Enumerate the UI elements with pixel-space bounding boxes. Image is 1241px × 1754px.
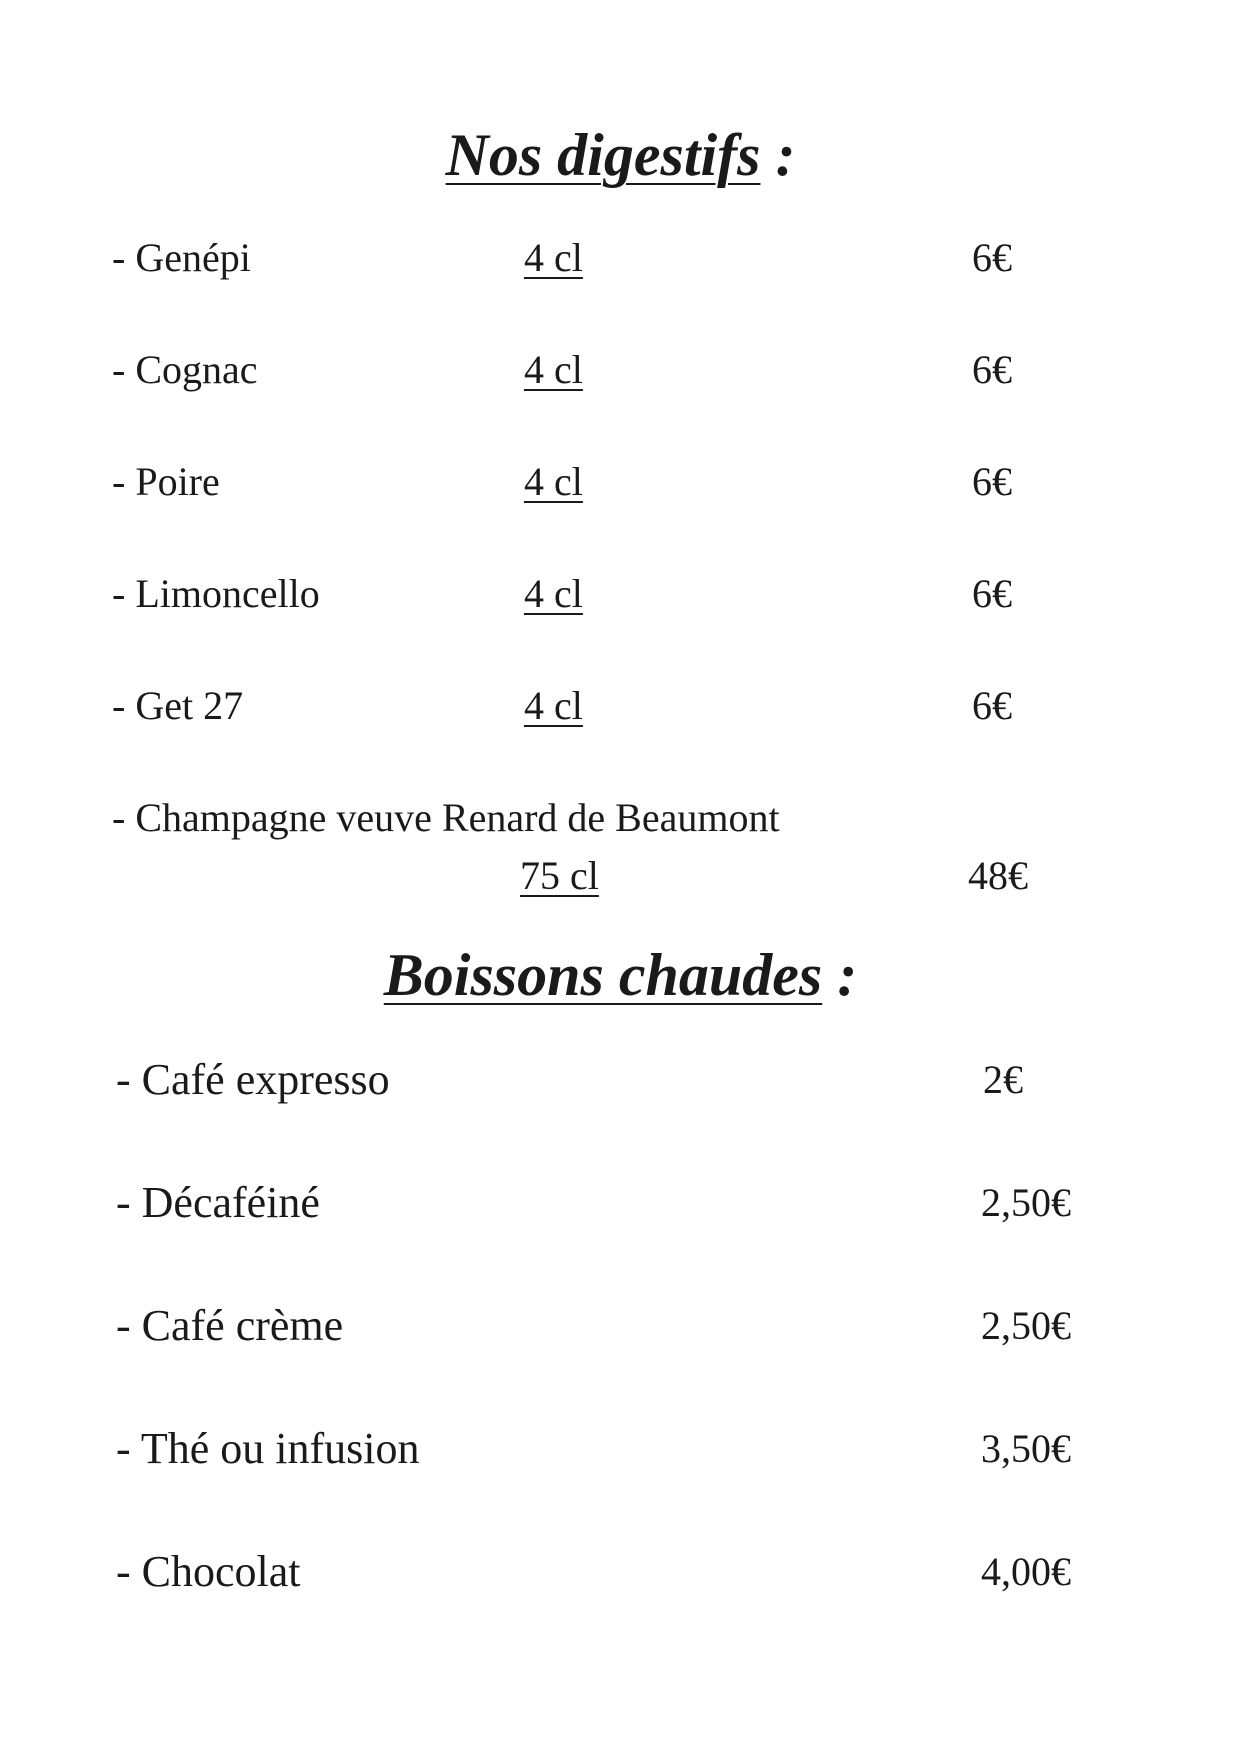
champagne-volume: 75 cl — [520, 853, 599, 898]
digestif-row-limoncello — [0, 566, 1241, 622]
hot-drink-row-decafeine — [0, 1175, 1241, 1231]
digestif-name: - Limoncello — [112, 571, 320, 616]
hot-drink-price: 2€ — [983, 1057, 1023, 1102]
hot-drink-row-cafe-expresso — [0, 1052, 1241, 1108]
hot-drink-row-chocolat — [0, 1544, 1241, 1600]
hot-drink-row-the-infusion — [0, 1421, 1241, 1477]
hot-drink-name: - Café expresso — [116, 1055, 390, 1104]
hot-drink-name: - Café crème — [116, 1301, 344, 1350]
digestifs-title-text: Nos digestifs — [445, 122, 761, 188]
digestif-name: - Genépi — [112, 235, 251, 280]
hot-drink-price: 3,50€ — [981, 1426, 1071, 1471]
digestif-volume: 4 cl — [524, 347, 583, 392]
hot-drink-name: - Thé ou infusion — [116, 1424, 420, 1473]
digestif-row-poire — [0, 454, 1241, 510]
boissons-chaudes-title-colon: : — [837, 942, 858, 1008]
digestif-name: - Poire — [112, 459, 220, 504]
digestif-row-genepi — [0, 230, 1241, 286]
hot-drink-price: 4,00€ — [981, 1549, 1071, 1594]
champagne-price: 48€ — [968, 853, 1028, 898]
hot-drink-price: 2,50€ — [981, 1180, 1071, 1225]
digestif-volume: 4 cl — [524, 459, 583, 504]
digestif-price: 6€ — [972, 571, 1012, 616]
boissons-chaudes-title-text: Boissons chaudes — [383, 942, 823, 1008]
digestif-price: 6€ — [972, 459, 1012, 504]
digestifs-title-colon: : — [775, 122, 796, 188]
hot-drink-row-cafe-creme — [0, 1298, 1241, 1354]
digestif-row-get27 — [0, 678, 1241, 734]
digestif-name: - Cognac — [112, 347, 258, 392]
hot-drink-name: - Chocolat — [116, 1547, 301, 1596]
digestif-volume: 4 cl — [524, 235, 583, 280]
boissons-chaudes-title — [0, 940, 1241, 1010]
digestifs-title — [0, 120, 1241, 190]
hot-drink-price: 2,50€ — [981, 1303, 1071, 1348]
digestif-volume: 4 cl — [524, 683, 583, 728]
hot-drink-name: - Décaféiné — [116, 1178, 320, 1227]
digestif-name: - Get 27 — [112, 683, 244, 728]
champagne-name: - Champagne veuve Renard de Beaumont — [112, 795, 780, 840]
digestif-volume: 4 cl — [524, 571, 583, 616]
digestif-price: 6€ — [972, 347, 1012, 392]
digestif-price: 6€ — [972, 235, 1012, 280]
digestif-price: 6€ — [972, 683, 1012, 728]
digestif-row-cognac — [0, 342, 1241, 398]
digestif-row-champagne — [0, 790, 1241, 846]
